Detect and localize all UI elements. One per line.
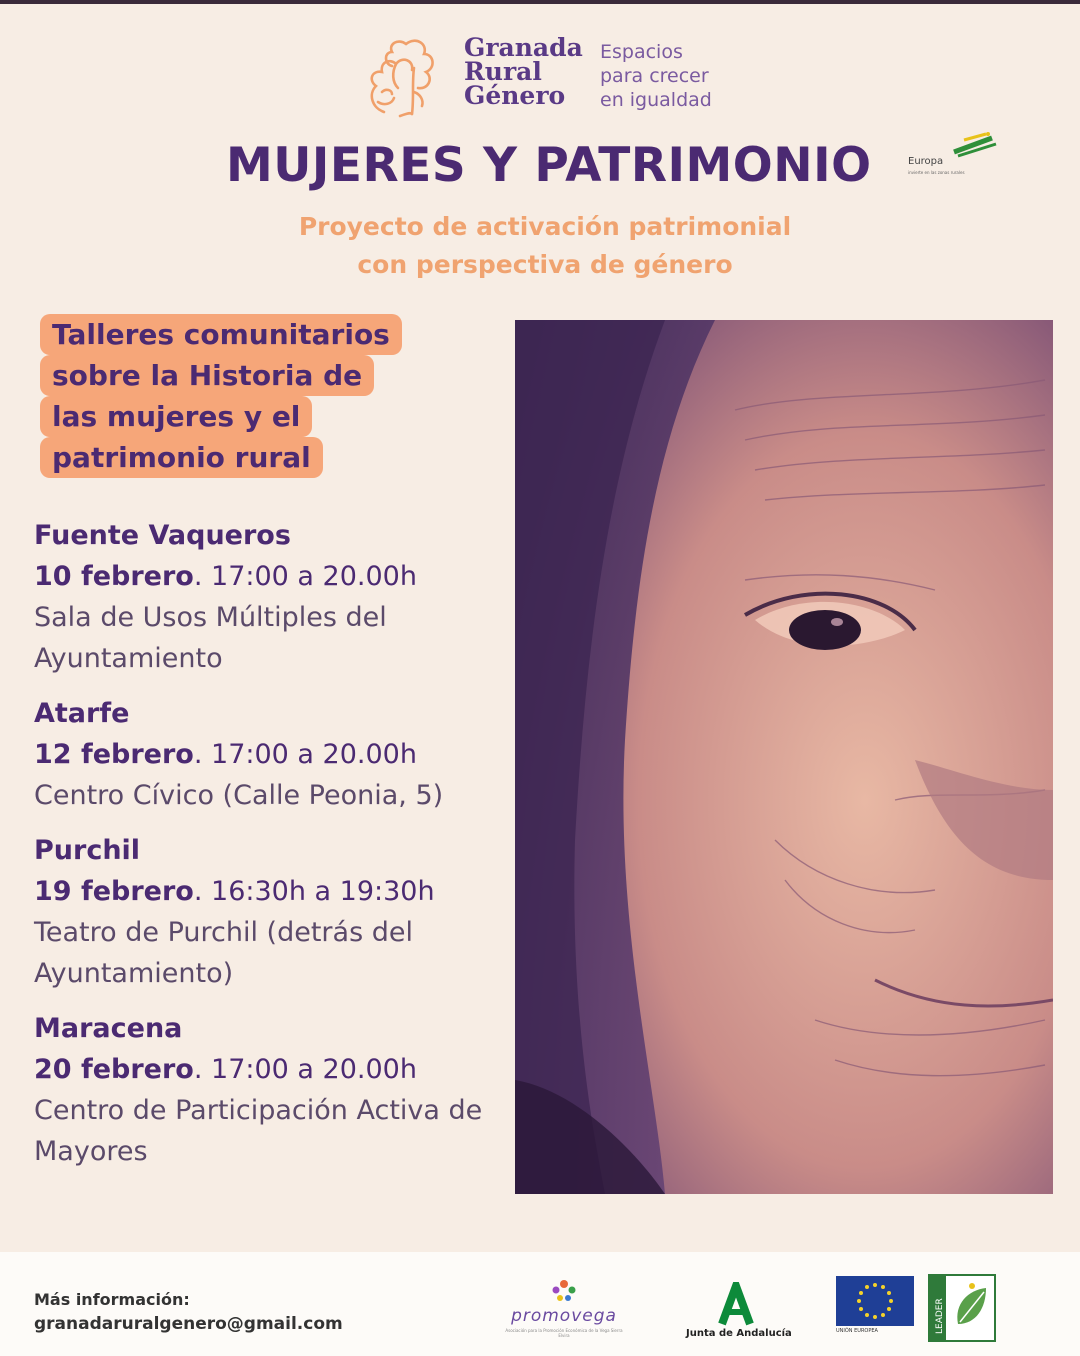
brand-tagline [600,40,750,112]
europa-sub: invierte en las zonas rurales [908,170,965,175]
leader-logo [928,1274,996,1342]
event-when [34,1049,504,1090]
event-place: Purchil [34,835,141,866]
junta-andalucia-logo [686,1282,792,1344]
event-venue: Teatro de Purchil (detrás del Ayuntamiento) [34,917,413,989]
top-border [0,0,1080,4]
event-venue: Centro de Participación Activa de Mayores [34,1095,483,1167]
eu-label: UNIÓN EUROPEA [836,1328,878,1334]
brand-name [464,33,594,110]
event-date: 19 febrero [34,876,194,907]
event-place: Atarfe [34,698,130,729]
workshop-heading-line: las mujeres y el [40,396,312,437]
workshop-heading-line: Talleres comunitarios [40,314,402,355]
event-when [34,556,504,597]
leader-leaf-icon [928,1274,996,1342]
promovega-logo [494,1276,634,1342]
event-item [34,1008,504,1172]
granada-rural-genero-logo-icon [362,32,446,118]
contact-email[interactable]: granadaruralgenero@gmail.com [34,1314,343,1334]
promovega-flower-icon [494,1276,634,1306]
tagline-line: en igualdad [600,89,712,111]
event-when [34,871,504,912]
woman-face-illustration [515,320,1053,1194]
workshop-heading-line: sobre la Historia de [40,355,374,396]
europa-swoosh-icon [904,130,1000,158]
tagline-line: Espacios [600,41,683,63]
promovega-sub: Asociación para la Promoción Económica de la Vega Sierra Elvira [505,1328,623,1338]
event-time: . 17:00 a 20.00h [193,1054,417,1085]
event-list [34,515,504,1186]
brand-line: Género [464,81,566,110]
junta-label: Junta de Andalucía [686,1328,792,1339]
brand-line: Granada [464,33,583,62]
junta-a-icon [686,1282,786,1326]
workshop-heading [40,314,420,478]
event-date: 12 febrero [34,739,194,770]
event-place: Fuente Vaqueros [34,520,291,551]
event-time: . 16:30h a 19:30h [193,876,435,907]
event-item [34,515,504,679]
workshop-heading-line: patrimonio rural [40,437,323,478]
event-time: . 17:00 a 20.00h [193,739,417,770]
brand-line: Rural [464,57,542,86]
event-item [34,830,504,994]
event-date: 10 febrero [34,561,194,592]
europa-label: Europa [908,156,944,167]
event-time: . 17:00 a 20.00h [193,561,417,592]
tagline-line: para crecer [600,65,709,87]
subtitle [230,208,860,284]
more-info-label: Más información: [34,1290,190,1309]
event-place: Maracena [34,1013,183,1044]
event-venue: Centro Cívico (Calle Peonia, 5) [34,780,444,811]
promovega-name: promovega [511,1306,617,1326]
page-title: MUJERES Y PATRIMONIO [226,138,872,193]
event-date: 20 febrero [34,1054,194,1085]
europa-logo [904,130,1000,180]
subtitle-line: con perspectiva de género [357,250,733,279]
subtitle-line: Proyecto de activación patrimonial [298,212,792,241]
event-venue: Sala de Usos Múltiples del Ayuntamiento [34,602,387,674]
elderly-woman-photo [515,320,1053,1194]
eu-flag-logo [836,1276,916,1340]
event-when [34,734,504,775]
event-item [34,693,504,816]
eu-flag-icon [836,1276,914,1326]
leader-text: LEADER [935,1298,945,1334]
